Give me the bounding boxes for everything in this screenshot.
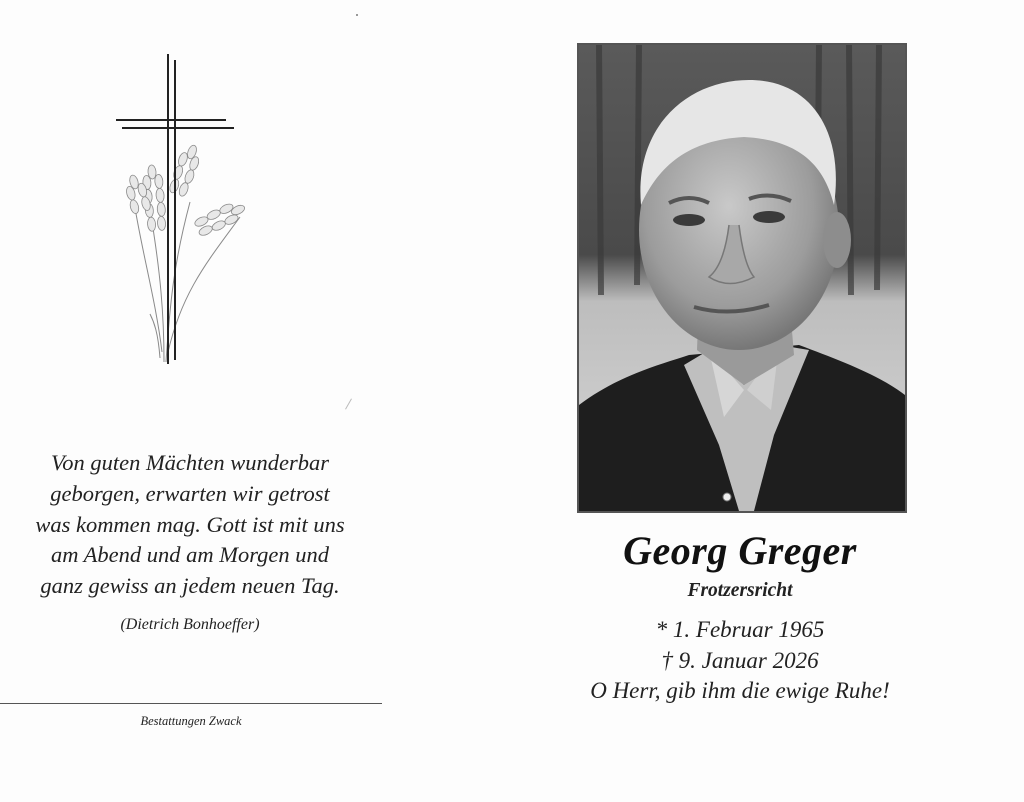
prayer-line: O Herr, gib ihm die ewige Ruhe! xyxy=(590,678,890,703)
verse-line: Von guten Mächten wunderbar xyxy=(50,450,330,475)
verse-author: (Dietrich Bonhoeffer) xyxy=(120,616,260,633)
deceased-name: Georg Greger xyxy=(623,528,857,573)
undertaker-name: Bestattungen Zwack xyxy=(140,714,242,728)
life-dates xyxy=(540,614,940,676)
cross-with-wheat-icon xyxy=(112,52,252,367)
verse-line: was kommen mag. Gott ist mit uns xyxy=(35,511,345,537)
verse-line: ganz gewiss an jedem neuen Tag. xyxy=(40,573,340,599)
verse-line: am Abend und am Morgen und xyxy=(50,542,330,568)
home-place: Frotzersricht xyxy=(687,580,793,601)
verse-line: geborgen, erwarten wir getrost xyxy=(50,480,330,506)
right-panel xyxy=(500,0,1024,802)
portrait-photo xyxy=(577,43,907,513)
birth-date: * 1. Februar 1965 xyxy=(655,617,825,642)
divider xyxy=(0,703,382,704)
verse-quote xyxy=(0,448,390,602)
print-speck xyxy=(356,14,358,16)
death-date: † 9. Januar 2026 xyxy=(661,648,819,673)
left-panel xyxy=(0,0,500,802)
